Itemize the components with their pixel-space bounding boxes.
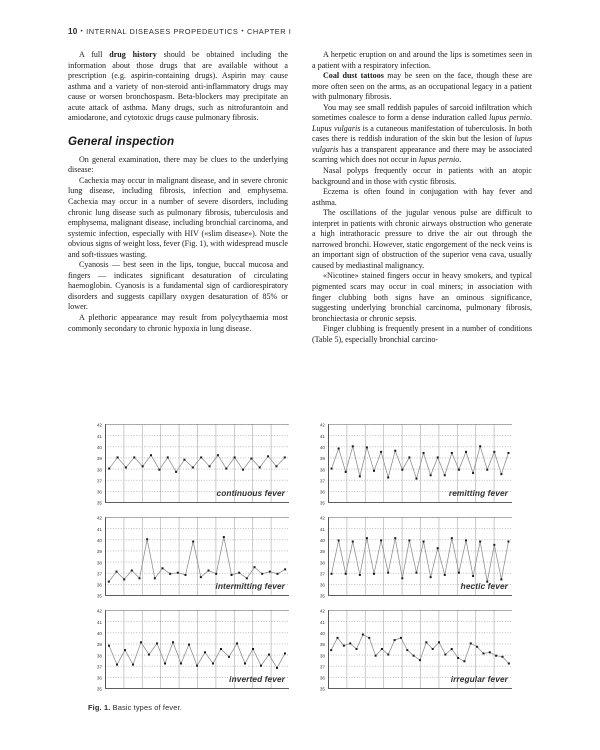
svg-text:39: 39 — [96, 456, 102, 462]
svg-text:36: 36 — [96, 489, 102, 495]
para-text: . — [459, 155, 462, 165]
svg-text:37: 37 — [319, 571, 325, 577]
chart-remitting-fever — [311, 420, 514, 512]
chart-continuous-fever — [88, 420, 291, 512]
figure-caption-text: Basic types of fever. — [110, 703, 182, 712]
svg-text:40: 40 — [319, 630, 325, 636]
svg-text:37: 37 — [96, 571, 102, 577]
section-heading-general-inspection: General inspection — [68, 134, 175, 148]
header-book-title: INTERNAL DISEASES PROPEDEUTICS — [86, 27, 239, 36]
svg-text:38: 38 — [96, 560, 102, 566]
chart-title: inverted fever — [229, 674, 285, 684]
svg-text:41: 41 — [96, 619, 102, 625]
svg-text:40: 40 — [96, 630, 102, 636]
svg-text:41: 41 — [319, 619, 325, 625]
chart-title: continuous fever — [216, 488, 285, 498]
svg-text:40: 40 — [319, 444, 325, 450]
svg-text:37: 37 — [319, 478, 325, 484]
svg-text:42: 42 — [319, 515, 325, 521]
svg-text:35: 35 — [96, 686, 102, 692]
figure-caption — [88, 703, 514, 712]
right-column — [312, 50, 532, 345]
paragraph-finger-clubbing: Finger clubbing is frequently present in a number of conditions (Table 5), especially bronchial carcino- — [312, 324, 532, 344]
chart-hectic-fever — [311, 513, 514, 605]
svg-text:36: 36 — [319, 489, 325, 495]
chart-inverted-fever — [88, 606, 291, 698]
svg-text:36: 36 — [96, 582, 102, 588]
paragraph-eczema: Eczema is often found in conjugation with hay fever and asthma. — [312, 187, 532, 207]
body-columns — [68, 50, 532, 345]
para-text: You may see small reddish papules of sarcoid infiltration which sometimes coalesce to form a dense induration called — [312, 102, 532, 123]
paragraph-coal-dust-tattoos — [312, 71, 532, 103]
figure-1 — [88, 420, 514, 712]
svg-text:40: 40 — [96, 537, 102, 543]
svg-text:39: 39 — [96, 549, 102, 555]
svg-text:37: 37 — [319, 664, 325, 670]
svg-text:41: 41 — [319, 433, 325, 439]
svg-text:35: 35 — [319, 500, 325, 506]
svg-text:40: 40 — [96, 444, 102, 450]
paragraph-general-examination: On general examination, there may be clues to the underlying disease: — [68, 154, 288, 175]
svg-text:40: 40 — [319, 537, 325, 543]
chart-irregular-fever — [311, 606, 514, 698]
para-text: should be obtained including the information about those drugs that are available without a prescription (e.g. aspirin-containing drugs). Aspirin may cause asthma and a variety of non-steroid anti-inflammatory drugs may cause or worsen bronchospasm. Beta-blockers may precipitate an acute attack of asthma. Many drugs, such as nitrofurantoin and amiodarone, and cytotoxic drugs cause pulmonary fibrosis. — [68, 50, 288, 123]
page-folio: 10 — [68, 27, 78, 36]
term-lupus-pernio: lupus pernio — [418, 155, 460, 165]
svg-text:38: 38 — [319, 560, 325, 566]
paragraph-jugular-venous-pulse: The oscillations of the jugular venous pulse are difficult to interpret in patients with chronic airways obstruction who generate a high intrathoracic pressure to drive the air out through the narrowed bronchi. However, static engorgement of the neck veins is an important sign of obstruction of the superior vena cava, usually caused by mediastinal malignancy. — [312, 208, 532, 270]
paragraph-sarcoid-lupus — [312, 103, 532, 166]
svg-text:38: 38 — [96, 467, 102, 473]
chart-title: intermitting fever — [215, 581, 285, 591]
running-head — [68, 27, 291, 36]
svg-text:42: 42 — [319, 608, 325, 614]
paragraph-nasal-polyps: Nasal polyps frequently occur in patients with an atopic background and in those with cystic fibrosis. — [312, 166, 532, 186]
svg-text:36: 36 — [319, 582, 325, 588]
para-text: is a cutaneous manifestation of tuberculosis. In both cases there is reddish induration of the skin but the lesion of — [312, 123, 532, 144]
paragraph-cachexia: Cachexia may occur in malignant disease, and in severe chronic lung disease, including fibrosis, infection and emphysema. Cachexia may occur in a number of severe disorders, including chronic lung disease such as pulmonary fibrosis, tuberculosis and emphysema, malignant disease, including bronchial carcinoma, and systemic infection, especially with HIV («slim disease»). Note the obvious signs of weight loss, fever (Fig. 1), with widespread muscle and soft-tissues wasting. — [68, 175, 288, 259]
paragraph-herpetic-eruption: A herpetic eruption on and around the lips is sometimes seen in a patient with a respiratory infection. — [312, 50, 532, 70]
paragraph-plethoric: A plethoric appearance may result from polycythaemia most commonly secondary to chronic hypoxia in lung disease. — [68, 313, 288, 333]
svg-text:35: 35 — [319, 593, 325, 599]
left-column — [68, 50, 288, 345]
header-chapter: CHAPTER I — [247, 27, 292, 36]
svg-text:39: 39 — [319, 456, 325, 462]
header-separator-2: • — [241, 29, 244, 35]
svg-text:42: 42 — [96, 608, 102, 614]
svg-text:39: 39 — [96, 642, 102, 648]
term-lupus-vulgaris: lupus vulgaris — [312, 134, 532, 154]
chart-title: irregular fever — [450, 674, 508, 684]
svg-text:36: 36 — [96, 675, 102, 681]
paragraph-nicotine-fingers: «Nicotine» stained fingers occur in heavy smokers, and typical pigmented scars may occur in coal miners; in association with finger clubbing both signs have an ominous significance, suggesting underlying bronchial carcinoma, pulmonary fibrosis, bronchiectasia or chronic sepsis. — [312, 271, 532, 323]
term-drug-history: drug history — [109, 50, 157, 59]
term-coal-dust-tattoos: Coal dust tattoos — [323, 71, 384, 81]
term-lupus-vulgaris: Lupus vulgaris — [312, 123, 361, 133]
chart-title: remitting fever — [448, 488, 508, 498]
svg-text:39: 39 — [319, 642, 325, 648]
svg-text:37: 37 — [96, 478, 102, 484]
svg-text:35: 35 — [319, 686, 325, 692]
chart-title: hectic fever — [460, 581, 508, 591]
para-text: may be seen on the face, though these are more often seen on the arms, as an occupational legacy in a patient with pulmonary fibrosis. — [312, 71, 532, 102]
paragraph-drug-history — [68, 50, 288, 124]
chart-intermitting-fever — [88, 513, 291, 605]
svg-text:38: 38 — [319, 653, 325, 659]
svg-text:35: 35 — [96, 593, 102, 599]
svg-text:35: 35 — [96, 500, 102, 506]
paragraph-cyanosis: Cyanosis — best seen in the lips, tongue, buccal mucosa and fingers — indicates significant desaturation of circulating haemoglobin. Cyanosis is a fundamental sign of cardiorespiratory disorders and suggests capillary oxygen desaturation of 85% or lower. — [68, 260, 288, 312]
svg-text:36: 36 — [319, 675, 325, 681]
svg-text:41: 41 — [319, 526, 325, 532]
svg-text:41: 41 — [96, 433, 102, 439]
svg-text:41: 41 — [96, 526, 102, 532]
svg-text:39: 39 — [319, 549, 325, 555]
svg-text:38: 38 — [319, 467, 325, 473]
figure-caption-label: Fig. 1. — [88, 703, 111, 712]
para-text: has a transparent appearance and there may be associated scarring which does not occur in — [312, 144, 532, 165]
fever-charts-grid — [88, 420, 514, 698]
header-separator-1: • — [80, 29, 84, 35]
svg-text:37: 37 — [96, 664, 102, 670]
svg-text:42: 42 — [96, 515, 102, 521]
svg-text:38: 38 — [96, 653, 102, 659]
term-lupus-pernio: lupus pernio — [489, 113, 530, 123]
svg-text:42: 42 — [96, 422, 102, 428]
para-text: A full — [79, 50, 110, 59]
para-text: . — [529, 113, 532, 123]
svg-text:42: 42 — [319, 422, 325, 428]
